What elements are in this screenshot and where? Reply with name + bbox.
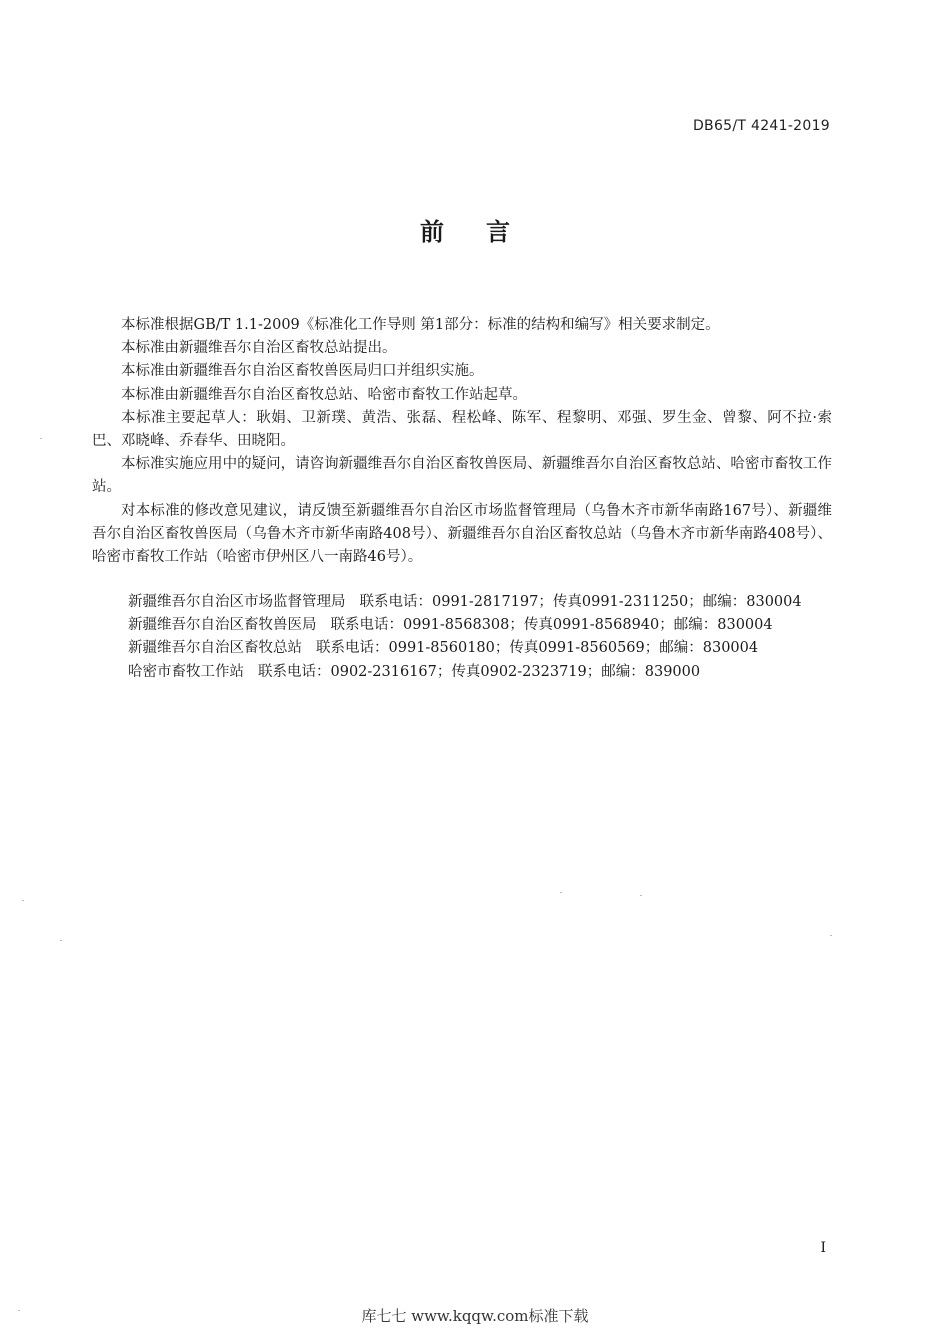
contact-org: 新疆维吾尔自治区市场监督管理局 <box>128 594 346 610</box>
contact-info: 联系电话：0991-8560180；传真0991-8560569；邮编：830004 <box>316 640 759 657</box>
scan-speck <box>40 438 42 439</box>
contact-line <box>128 591 848 614</box>
paragraph: 本标准由新疆维吾尔自治区畜牧兽医局归口并组织实施。 <box>121 363 484 380</box>
contact-info: 联系电话：0991-2817197；传真0991-2311250；邮编：830004 <box>359 594 802 610</box>
paragraph: 本标准根据GB/T 1.1-2009《标准化工作导则 第1部分：标准的结构和编写》相关要求制定。 <box>121 317 720 333</box>
paragraph: 本标准由新疆维吾尔自治区畜牧总站提出。 <box>121 340 397 357</box>
foreword-body <box>92 314 832 569</box>
contact-line <box>128 614 848 637</box>
scan-speck <box>60 940 62 941</box>
contact-org: 新疆维吾尔自治区畜牧总站 <box>128 640 302 657</box>
paragraph: 对本标准的修改意见建议，请反馈至新疆维吾尔自治区市场监督管理局（乌鲁木齐市新华南路167号）、新疆维吾尔自治区畜牧兽医局（乌鲁木齐市新华南路408号）、新疆维吾尔自治区畜牧总站（乌鲁木齐市新华南路408号）、哈密市畜牧工作站（哈密市伊州区八一南路46号）。 <box>92 502 832 566</box>
contact-org: 哈密市畜牧工作站 <box>128 663 244 680</box>
paragraph: 本标准实施应用中的疑问，请咨询新疆维吾尔自治区畜牧兽医局、新疆维吾尔自治区畜牧总站、哈密市畜牧工作站。 <box>92 456 832 496</box>
scan-speck <box>830 935 832 936</box>
scan-speck <box>640 895 642 896</box>
page-title: 前言 <box>420 218 552 246</box>
paragraph: 本标准由新疆维吾尔自治区畜牧总站、哈密市畜牧工作站起草。 <box>121 386 527 403</box>
scan-speck <box>22 900 24 901</box>
contact-org: 新疆维吾尔自治区畜牧兽医局 <box>128 617 317 634</box>
contact-line <box>128 661 848 684</box>
page-number: I <box>820 1240 826 1256</box>
contact-info: 联系电话：0902-2316167；传真0902-2323719；邮编：839000 <box>258 663 701 680</box>
standard-code: DB65/T 4241-2019 <box>692 118 830 134</box>
contact-list <box>128 591 848 684</box>
paragraph: 本标准主要起草人：耿娟、卫新璞、黄浩、张磊、程松峰、陈军、程黎明、邓强、罗生金、曾黎、阿不拉·索巴、邓晓峰、乔春华、田晓阳。 <box>92 409 832 450</box>
contact-line <box>128 637 848 660</box>
scan-speck <box>560 892 562 893</box>
scan-speck <box>18 1310 20 1311</box>
contact-info: 联系电话：0991-8568308；传真0991-8568940；邮编：830004 <box>330 617 773 634</box>
footer-watermark: 库七七 www.kqqw.com标准下载 <box>361 1307 589 1325</box>
